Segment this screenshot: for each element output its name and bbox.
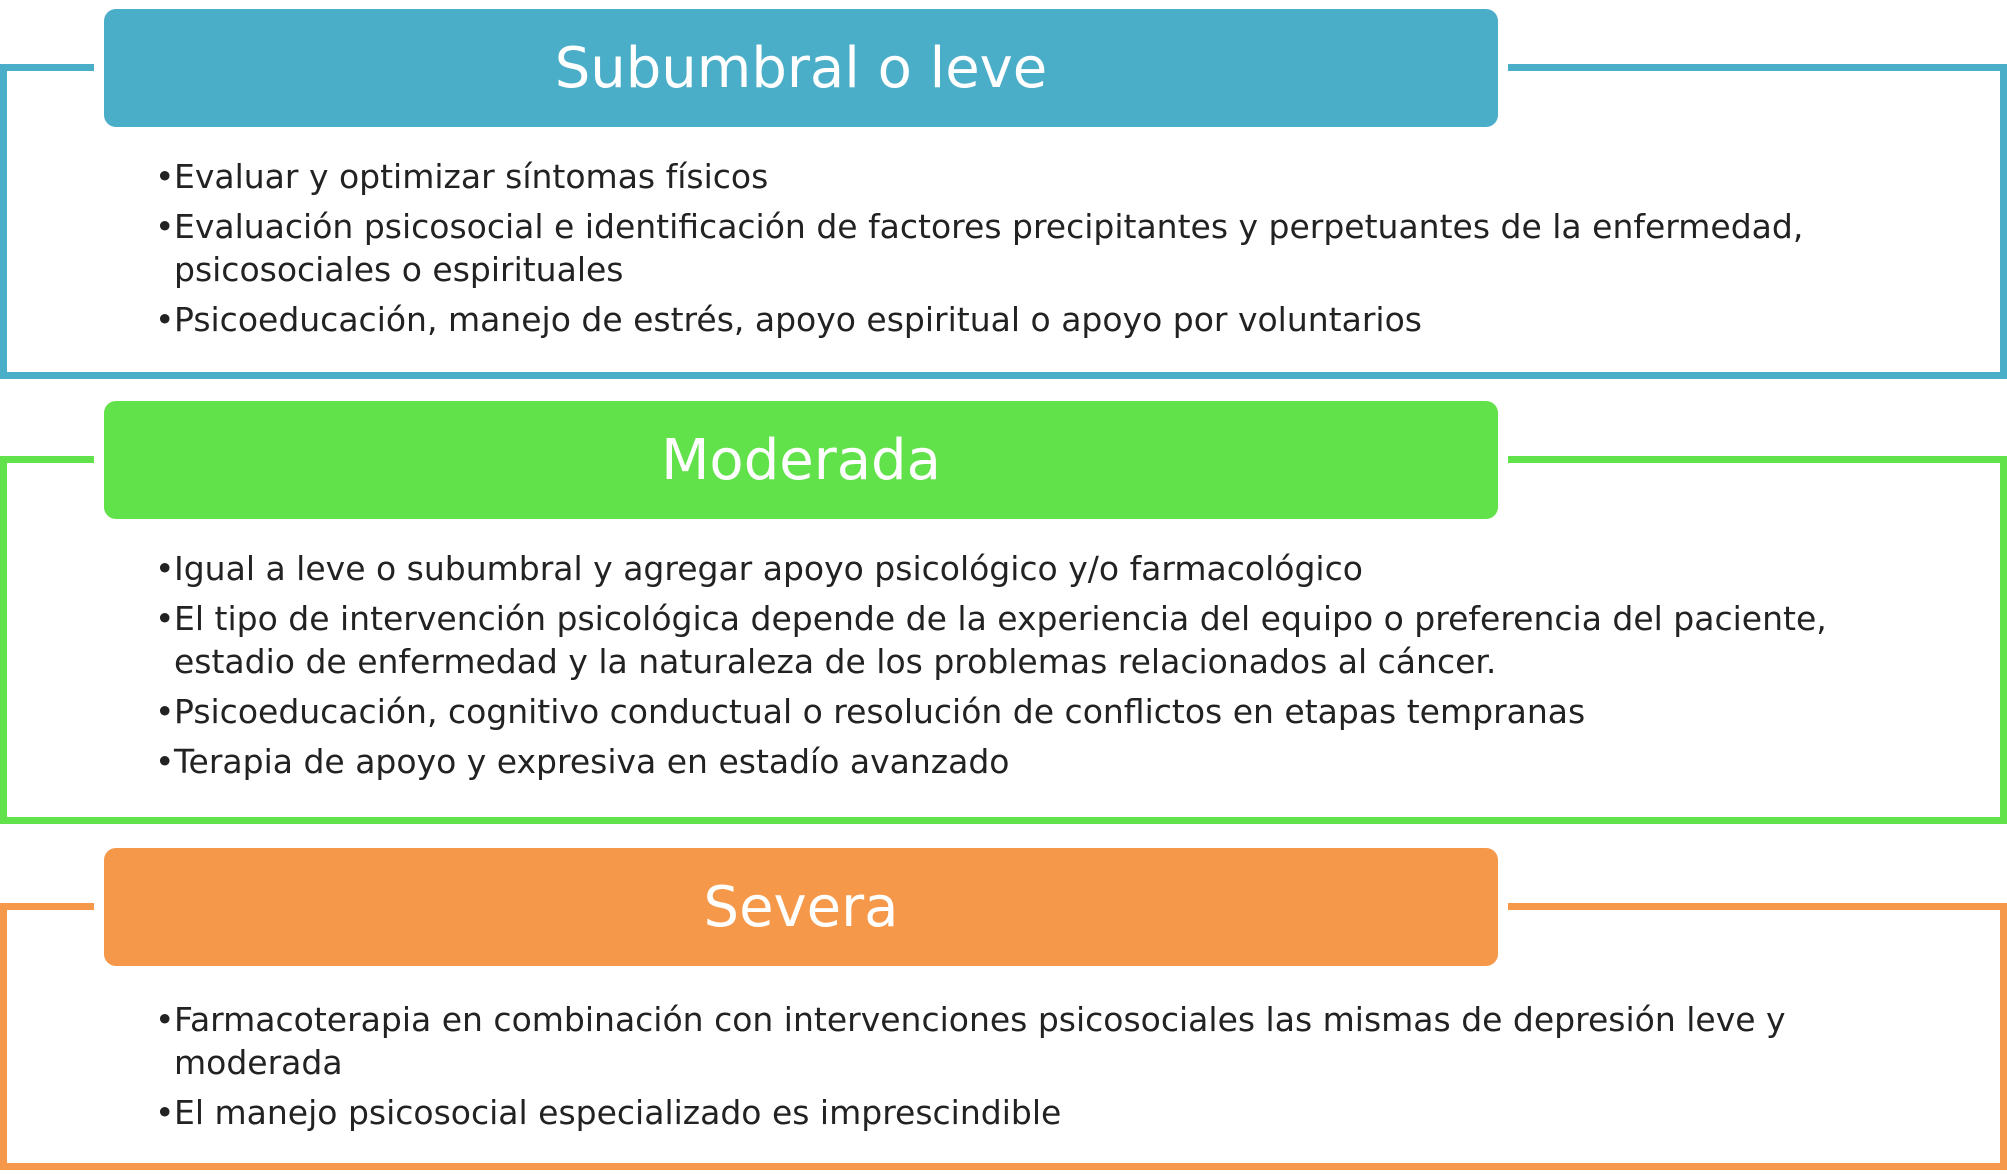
- section-header: [104, 9, 1498, 127]
- section-title: Subumbral o leve: [554, 35, 1048, 101]
- list-item: • Igual a leve o subumbral y agregar apoyo psicológico y/o farmacológico: [155, 547, 1947, 590]
- list-item: • Evaluación psicosocial e identificación de factores precipitantes y perpetuantes de la enfermedad, psicosociales o espirituales: [155, 205, 1947, 291]
- list-item: • Evaluar y optimizar síntomas físicos: [155, 155, 1947, 198]
- section-header: [104, 401, 1498, 519]
- list-item: • Psicoeducación, manejo de estrés, apoyo espiritual o apoyo por voluntarios: [155, 298, 1947, 341]
- section-title: Severa: [703, 874, 899, 940]
- section-severa: [0, 848, 2007, 1170]
- list-item: • El tipo de intervención psicológica depende de la experiencia del equipo o preferencia del paciente, estadio de enfermedad y la naturaleza de los problemas relacionados al cáncer.: [155, 597, 1947, 683]
- section-subumbral-leve: [0, 9, 2007, 379]
- list-item: • Farmacoterapia en combinación con intervenciones psicosociales las mismas de depresión leve y moderada: [155, 998, 1947, 1084]
- list-item: • Psicoeducación, cognitivo conductual o resolución de conflictos en etapas tempranas: [155, 690, 1947, 733]
- item-list: [155, 155, 1947, 348]
- section-title: Moderada: [661, 427, 941, 493]
- item-list: [155, 998, 1947, 1141]
- section-moderada: [0, 401, 2007, 824]
- item-list: [155, 547, 1947, 790]
- list-item: • El manejo psicosocial especializado es imprescindible: [155, 1091, 1947, 1134]
- list-item: • Terapia de apoyo y expresiva en estadío avanzado: [155, 740, 1947, 783]
- section-header: [104, 848, 1498, 966]
